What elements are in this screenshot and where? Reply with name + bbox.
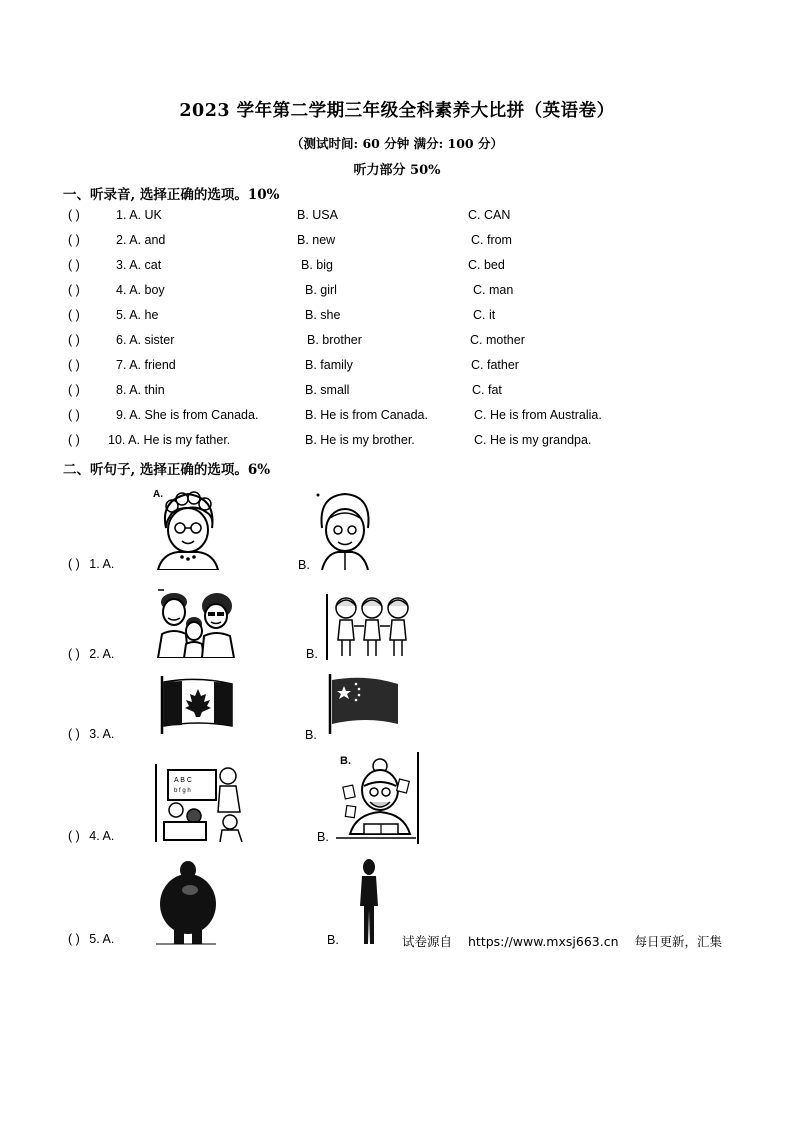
- fat-person-icon: [156, 860, 220, 946]
- question-stem: 4. A. boy: [116, 283, 165, 297]
- question-stem: 2. A. and: [116, 233, 166, 247]
- china-flag-icon: [326, 672, 402, 734]
- listening-question-8: [68, 383, 728, 403]
- option-c: C. bed: [468, 258, 505, 272]
- section2-heading: 二、听句子, 选择正确的选项。6%: [63, 462, 271, 478]
- answer-paren: ( ): [68, 727, 80, 741]
- footer-url[interactable]: https://www.mxsj663.cn: [468, 934, 619, 949]
- answer-paren: ( ): [68, 557, 80, 571]
- question-stem: 9. A. She is from Canada.: [116, 408, 259, 422]
- question-stem: 10. A. He is my father.: [108, 433, 231, 447]
- listening-question-4: [68, 283, 728, 303]
- option-b: B. brother: [307, 333, 362, 347]
- children-icon: [324, 594, 412, 660]
- answer-paren: ( ): [68, 383, 80, 397]
- option-b-label: B.: [298, 558, 310, 572]
- option-c: C. CAN: [468, 208, 511, 222]
- listening-question-9: [68, 408, 728, 428]
- exam-subtitle: （测试时间: 60 分钟 满分: 100 分）: [291, 136, 503, 151]
- option-c: C. father: [471, 358, 519, 372]
- question-stem: 3. A. cat: [116, 258, 162, 272]
- option-b: B. she: [305, 308, 341, 322]
- option-b: B. big: [301, 258, 333, 272]
- answer-paren: ( ): [68, 408, 80, 422]
- listening-question-7: [68, 358, 728, 378]
- option-c: C. man: [473, 283, 514, 297]
- option-b-label: B.: [317, 830, 329, 844]
- option-c: C. from: [471, 233, 512, 247]
- answer-paren: ( ): [68, 283, 80, 297]
- answer-paren: ( ): [68, 358, 80, 372]
- option-c: C. it: [473, 308, 496, 322]
- question-stem: 7. A. friend: [116, 358, 176, 372]
- option-b: B. He is from Canada.: [305, 408, 428, 422]
- listening-question-1: [68, 208, 728, 228]
- section1-heading: 一、听录音, 选择正确的选项。10%: [63, 187, 280, 203]
- answer-paren: ( ): [68, 233, 80, 247]
- option-b: B. small: [305, 383, 350, 397]
- picture-question-5: [68, 932, 114, 946]
- option-b: B. family: [305, 358, 353, 372]
- family-icon: [154, 586, 238, 658]
- answer-paren: ( ): [68, 258, 80, 272]
- footer-source: [402, 932, 734, 950]
- option-b-label: B.: [305, 728, 317, 742]
- question-stem: 1. A.: [89, 557, 115, 571]
- classroom-icon: [154, 764, 246, 842]
- listening-question-5: [68, 308, 728, 328]
- option-c: C. He is from Australia.: [474, 408, 602, 422]
- answer-paren: ( ): [68, 647, 80, 661]
- svg-text:b f g h: b f g h: [174, 788, 191, 794]
- question-stem: 5. A. he: [116, 308, 159, 322]
- answer-paren: ( ): [68, 308, 80, 322]
- option-b: B. new: [297, 233, 336, 247]
- question-stem: 3. A.: [89, 727, 115, 741]
- question-stem: 2. A.: [89, 647, 115, 661]
- listening-question-2: [68, 233, 728, 253]
- option-c: C. He is my grandpa.: [474, 433, 592, 447]
- grandma-icon: [152, 486, 224, 570]
- answer-paren: ( ): [68, 433, 80, 447]
- canada-flag-icon: [158, 674, 236, 734]
- option-c: C. mother: [470, 333, 525, 347]
- footer-note: 每日更新，汇集: [634, 934, 722, 949]
- question-stem: 6. A. sister: [116, 333, 175, 347]
- answer-paren: ( ): [68, 333, 80, 347]
- option-b: B. He is my brother.: [305, 433, 415, 447]
- option-b: B. girl: [305, 283, 337, 297]
- answer-paren: ( ): [68, 208, 80, 222]
- question-stem: 1. A. UK: [116, 208, 162, 222]
- footer-source-label: 试卷源自: [402, 934, 453, 949]
- question-stem: 4. A.: [89, 829, 115, 843]
- svg-text:A B C: A B C: [174, 777, 192, 784]
- picture-letter-a: A.: [153, 489, 163, 500]
- option-b-label: B.: [327, 933, 339, 947]
- picture-question-1: [68, 557, 114, 571]
- grandpa-icon: [314, 490, 376, 570]
- thin-person-icon: [354, 858, 384, 946]
- picture-question-2: [68, 647, 114, 661]
- option-b: B. USA: [297, 208, 338, 222]
- question-stem: 8. A. thin: [116, 383, 165, 397]
- part-label: 听力部分 50%: [353, 163, 441, 178]
- listening-question-3: [68, 258, 728, 278]
- picture-question-3: [68, 727, 114, 741]
- listening-question-6: [68, 333, 728, 353]
- picture-question-4: [68, 829, 114, 843]
- answer-paren: ( ): [68, 829, 80, 843]
- option-c: C. fat: [472, 383, 502, 397]
- answer-paren: ( ): [68, 932, 80, 946]
- listening-question-10: [68, 433, 728, 453]
- old-man-reading-icon: [336, 752, 422, 844]
- option-b-label: B.: [306, 647, 318, 661]
- exam-title: 2023 学年第二学期三年级全科素养大比拼（英语卷）: [179, 101, 615, 121]
- question-stem: 5. A.: [89, 932, 115, 946]
- picture-letter-b: B.: [340, 755, 351, 767]
